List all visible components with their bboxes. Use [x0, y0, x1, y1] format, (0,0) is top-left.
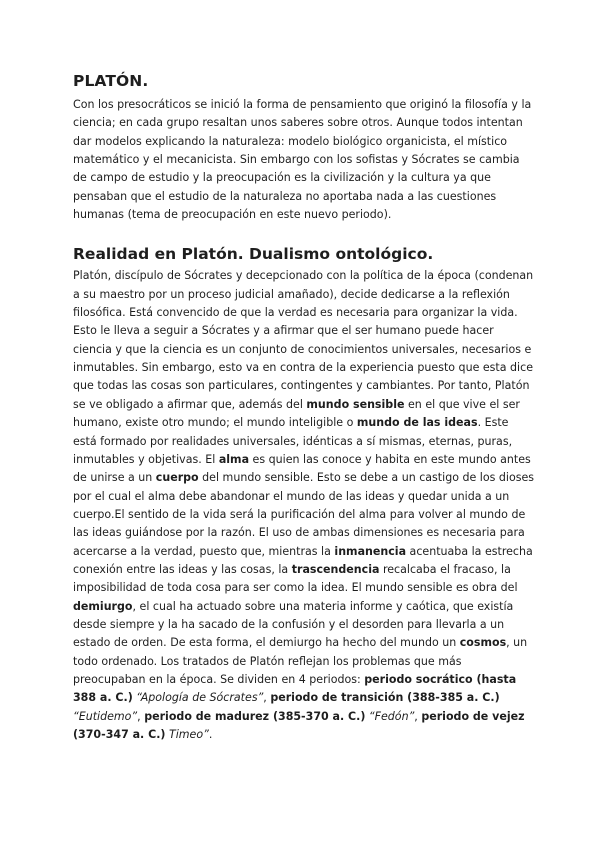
term-mundo-de-las-ideas: mundo de las ideas: [356, 416, 478, 430]
text-run: recalcaba el fracaso, la imposibilidad de toda cosa para ser como la idea. El mundo sensible es obra del: [73, 562, 518, 595]
work-title: Timeo”: [168, 728, 209, 741]
term-inmanencia: inmanencia: [334, 544, 407, 558]
text-run: , el cual ha actuado sobre una materia informe y caótica, que existía desde siempre y la ha sacado de la confusión y el desorden para llevarla a un estado de orden. De esta forma, el demiurgo ha hecho del mundo un: [73, 599, 514, 650]
term-mundo-sensible: mundo sensible: [306, 397, 405, 411]
text-run: ,: [263, 691, 271, 705]
period-transicion: periodo de transición (388-385 a. C.): [270, 691, 500, 705]
term-cuerpo: cuerpo: [155, 471, 199, 485]
work-title: “Fedón”: [368, 709, 415, 723]
text-run: Platón, discípulo de Sócrates y decepcionado con la política de la época (condenan a su maestro por un proceso judicial amañado), decide dedicarse a la reflexión filosófica. Está convencido de que la verdad es necesaria para organizar la vida. Esto le lleva a seguir a Sócrates y a afirmar que el ser humano puede hacer ciencia y que la ciencia es un conjunto de conocimientos universales, necesarios e inmutables. Sin embargo, esto va en contra de la experiencia puesto que esta dice que todas las cosas son particulares, contingentes y cambiantes. Por tanto, Platón se ve obligado a afirmar que, además del: [73, 269, 534, 411]
text-run: acentuaba la estrecha conexión entre las ideas y las cosas, la: [73, 544, 533, 576]
text-run: ,: [137, 709, 145, 723]
section-heading: Realidad en Platón. Dualismo ontológico.: [73, 245, 434, 264]
work-title: “Apología de Sócrates”: [136, 691, 264, 705]
term-demiurgo: demiurgo: [73, 599, 133, 613]
term-cosmos: cosmos: [459, 636, 507, 650]
term-trascendencia: trascendencia: [291, 562, 380, 576]
document-page: [73, 71, 535, 744]
intro-paragraph: Con los presocráticos se inició la forma de pensamiento que originó la filosofía y la ciencia; en cada grupo resaltan unos saberes sobre otros. Aunque todos intentan dar modelos explicando la naturaleza: modelo biológico organicista, el místico matemático y el mecanicista. Sin embargo con los sofistas y Sócrates se cambia de campo de estudio y la preocupación es la civilización y la cultura ya que pensaban que el estudio de la naturaleza no aportaba nada a las cuestiones humanas (tema de preocupación en este nuevo periodo).: [73, 98, 532, 222]
period-socratico: periodo socrático (hasta 388 a. C.): [73, 672, 517, 705]
work-title: “Eutidemo”: [73, 709, 138, 723]
body-paragraph: [73, 267, 535, 744]
text-run: .: [208, 728, 213, 741]
page-title: PLATÓN.: [73, 72, 149, 90]
period-vejez: periodo de vejez (370-347 a. C.): [73, 709, 525, 741]
period-madurez: periodo de madurez (385-370 a. C.): [144, 709, 366, 723]
text-run: del mundo sensible. Esto se debe a un castigo de los dioses por el cual el alma debe abandonar el mundo de las ideas y quedar unida a un cuerpo.El sentido de la vida será la purificación del alma para volver al mundo de las ideas guiándose por la razón. El uso de ambas dimensiones es necesaria para acercarse a la verdad, puesto que, mientras la: [73, 471, 535, 558]
term-alma: alma: [218, 452, 250, 466]
text-run: en el que vive el ser humano, existe otro mundo; el mundo inteligible o: [73, 397, 520, 430]
text-run: , un todo ordenado. Los tratados de Platón reflejan los problemas que más preocupaban en la época. Se dividen en 4 periodos:: [73, 636, 528, 686]
text-run: ,: [414, 709, 422, 723]
text-run: es quien las conoce y habita en este mundo antes de unirse a un: [73, 452, 531, 485]
text-run: . Este está formado por realidades universales, idénticas a sí mismas, eternas, puras, inmutables y objetivas. El: [73, 416, 513, 466]
